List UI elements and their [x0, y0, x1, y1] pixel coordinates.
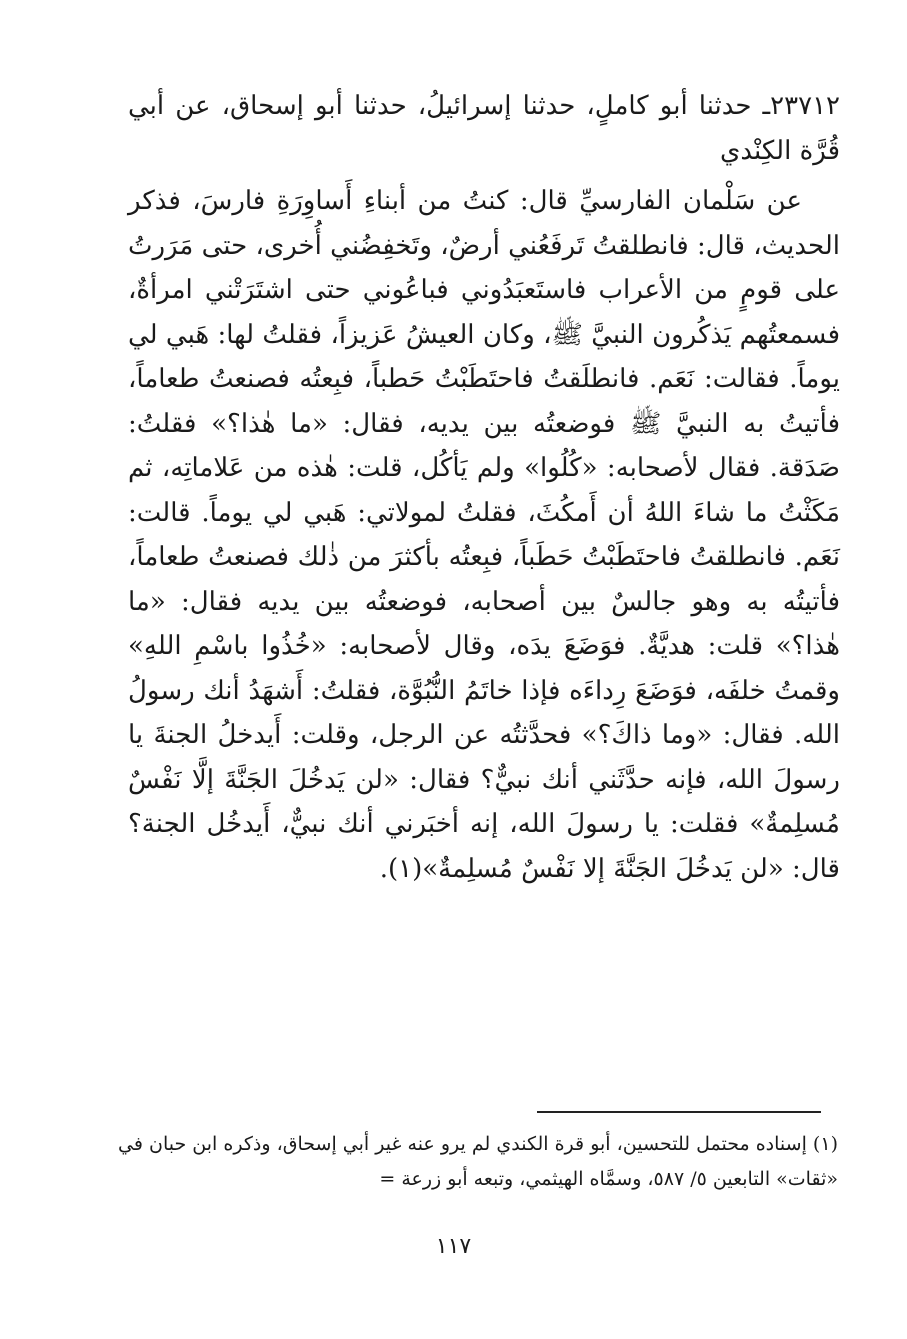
footnote: (١) إسناده محتمل للتحسين، أبو قرة الكندي لم يرو عنه غير أبي إسحاق، وذكره ابن حبان في «ثقات» التابعين ٥/ ٥٨٧، وسمَّاه الهيثمي، وتبعه أبو زرعة =: [118, 1133, 838, 1190]
footnote-separator: [537, 1111, 821, 1113]
document-body: [128, 84, 840, 891]
hadith-text: عن سَلْمان الفارسيِّ قال: كنتُ من أبناءِ أَساوِرَةِ فارسَ، فذكر الحديث، قال: فانطلقتُ تَرفَعُني أرضٌ، وتَخفِضُني أُخرى، حتى مَرَرتُ على قومٍ من الأعراب فاستَعبَدُوني فباعُوني حتى اشتَرَتْني امرأةٌ، فسمعتُهم يَذكُرون النبيَّ ﷺ، وكان العيشُ عَزيزاً، فقلتُ لها: هَبي لي يوماً. فقالت: نَعَم. فانطلَقتُ فاحتَطَبْتُ حَطباً، فبِعتُه فصنعتُ طعاماً، فأتيتُ به النبيَّ ﷺ فوضعتُه بين يديه، فقال: «ما هٰذا؟» فقلتُ: صَدَقة. فقال لأصحابه: «كُلُوا» ولم يَأكُل، قلت: هٰذه من عَلاماتِه، ثم مَكَثْتُ ما شاءَ اللهُ أن أَمكُثَ، فقلتُ لمولاتي: هَبي لي يوماً. قالت: نَعَم. فانطلقتُ فاحتَطَبْتُ حَطَباً، فبِعتُه بأكثرَ من ذٰلك فصنعتُ طعاماً، فأتيتُه به وهو جالسٌ بين أصحابه، فوضعتُه بين يديه فقال: «ما هٰذا؟» قلت: هديَّةٌ. فوَضَعَ يدَه، وقال لأصحابه: «خُذُوا باسْمِ اللهِ» وقمتُ خلفَه، فوَضَعَ رِداءَه فإذا خاتَمُ النُّبُوَّة، فقلتُ: أَشهَدُ أنك رسولُ الله. فقال: «وما ذاكَ؟» فحدَّثتُه عن الرجل، وقلت: أَيدخلُ الجنةَ يا رسولَ الله، فإنه حدَّثَني أنك نبيٌّ؟ فقال: «لن يَدخُلَ الجَنَّةَ إلَّا نَفْسٌ مُسلِمةٌ» فقلت: يا رسولَ الله، إنه أخبَرني أنك نبيٌّ، أَيدخُل الجنة؟ قال: «لن يَدخُلَ الجَنَّةَ إلا نَفْسٌ مُسلِمةٌ»(١).: [128, 186, 841, 884]
hadith-isnad: ٢٣٧١٢ـ حدثنا أبو كاملٍ، حدثنا إسرائيلُ، حدثنا أبو إسحاق، عن أبي قُرَّة الكِنْدي: [128, 91, 840, 166]
page-number: ١١٧: [435, 1234, 472, 1259]
